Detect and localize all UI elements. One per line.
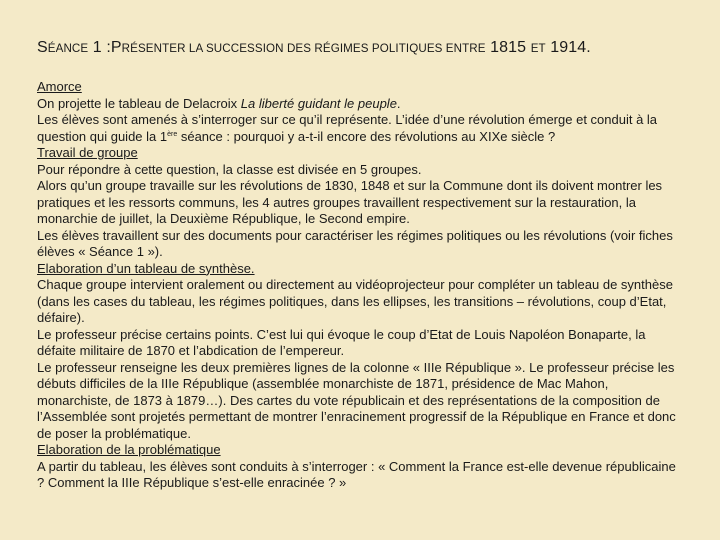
synthese-p3: Le professeur renseigne les deux premières lignes de la colonne « IIIe République ». Le professeur précise les débuts difficiles de la IIIe République (assemblée monarchiste de 1871, présidence de Mac Mahon, monarchiste, de 1873 à 1879…). Des cartes du vote républicain et des représentations de la composition de l’Assemblée sont projetés permettant de montrer l’enracinement progressif de la République en France et donc de poser la problématique. [37, 359, 676, 441]
slide-title [37, 38, 697, 59]
amorce-text2-prefix: Les élèves sont amenés à s’interroger sur ce qu’il représente. L’idée d’une révolution émerge et conduit à la question qui guide la 1 [37, 112, 658, 144]
travail-heading: Travail de groupe [37, 145, 138, 160]
title-eance: ÉANCE [47, 42, 89, 55]
problematique-p1: A partir du tableau, les élèves sont conduits à s’interroger : « Comment la France est-elle devenue républicaine ? Comment la IIIe République s’est-elle enracinée ? » [37, 458, 676, 490]
title-year-end: 1914. [545, 39, 591, 56]
amorce-line1-suffix: . [396, 95, 401, 111]
painting-title: La liberté guidant le peuple [240, 95, 397, 111]
amorce-text2 [37, 112, 685, 145]
amorce-text2-sup: ère [167, 130, 178, 138]
title-main-text: RÉSENTER LA SUCCESSION DES RÉGIMES POLITIQUES ENTRE [121, 42, 486, 55]
amorce-line1 [37, 96, 685, 113]
title-s: S [37, 39, 48, 56]
synthese-heading: Elaboration d’un tableau de synthèse. [37, 260, 255, 276]
title-et: ET [530, 42, 546, 55]
slide-content [37, 79, 685, 492]
title-number: 1 : [88, 39, 111, 56]
travail-p2: Alors qu’un groupe travaille sur les révolutions de 1830, 1848 et sur la Commune dont ils doivent montrer les pratiques et les ressorts communs, les 4 autres groupes travaillent respectivement sur la restauration, la monarchie de juillet, la Deuxième République, le Second empire. [37, 178, 663, 226]
travail-p3: Les élèves travaillent sur des documents pour caractériser les régimes politiques ou les révolutions (voir fiches élèves « Séance 1 »). [37, 227, 673, 259]
problematique-heading: Elaboration de la problématique [37, 442, 221, 457]
synthese-p1: Chaque groupe intervient oralement ou directement au vidéoprojecteur pour compléter un tableau de synthèse (dans les cases du tableau, les régimes politiques, dans les ellipses, les transitions – révolutions, coup d’Etat, défaire). [37, 277, 673, 325]
amorce-heading: Amorce [37, 79, 82, 94]
travail-p1: Pour répondre à cette question, la classe est divisée en 5 groupes. [37, 161, 422, 177]
synthese-p2: Le professeur précise certains points. C’est lui qui évoque le coup d’Etat de Louis Napoléon Bonaparte, la défaite militaire de 1870 et l’abdication de l’empereur. [37, 326, 646, 358]
title-year-start: 1815 [485, 39, 531, 56]
title-p: P [110, 39, 122, 56]
amorce-line1-prefix: On projette le tableau de Delacroix [37, 95, 241, 111]
amorce-text2-suffix: séance : pourquoi y a-t-il encore des révolutions au XIXe siècle ? [177, 128, 556, 144]
